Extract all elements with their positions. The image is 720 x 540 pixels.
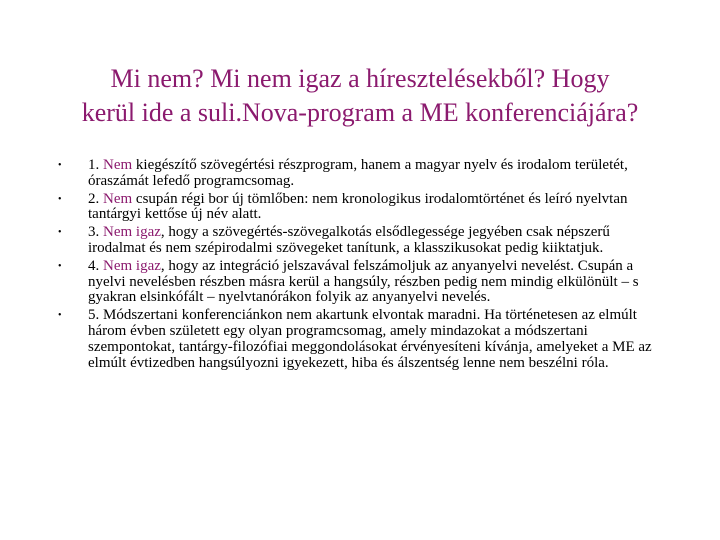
list-item bbox=[58, 259, 656, 306]
bullet-highlight: Nem bbox=[103, 157, 133, 173]
bullet-icon: • bbox=[58, 310, 62, 322]
slide-title-line-2: kerül ide a suli.Nova-program a ME konferenciájára? bbox=[81, 98, 639, 127]
bullet-text: kiegészítő szövegértési részprogram, hanem a magyar nyelv és irodalom területét, óraszámát lefedő programcsomag. bbox=[88, 157, 628, 189]
bullet-text: , hogy az integráció jelszavával felszámoljuk az anyanyelvi nevelést. Csupán a nyelvi nevelésben részben másra kerül a hangsúly, részben pedig nem mindig elkülönült – s gyakran elsinkófált – nyelvtanórákon folyik az anyanyelvi nevelés. bbox=[88, 257, 639, 306]
bullet-prefix: 2. bbox=[88, 190, 103, 207]
bullet-icon: • bbox=[58, 160, 62, 171]
bullet-icon: • bbox=[58, 227, 62, 239]
slide-title-line-1: Mi nem? Mi nem igaz a híresztelésekből? Hogy bbox=[110, 64, 610, 93]
slide-title bbox=[40, 62, 680, 130]
list-item bbox=[58, 308, 656, 371]
bullet-highlight: Nem igaz bbox=[103, 224, 161, 241]
bullet-prefix: 3. bbox=[88, 224, 103, 241]
bullet-prefix: 1. bbox=[88, 157, 103, 173]
list-item bbox=[58, 192, 656, 224]
bullet-highlight: Nem bbox=[103, 190, 133, 207]
bullet-highlight: Nem igaz bbox=[103, 257, 161, 274]
bullet-list bbox=[58, 158, 656, 373]
list-item bbox=[58, 225, 656, 257]
bullet-text: csupán régi bor új tömlőben: nem kronologikus irodalomtörténet és leíró nyelvtan tantárgyi kettőse új név alatt. bbox=[88, 190, 628, 223]
list-item bbox=[58, 158, 656, 190]
bullet-icon: • bbox=[58, 193, 62, 205]
bullet-prefix: 5. Módszertani konferenciánkon nem akartunk elvontak maradni. Ha történetesen az elmúlt három évben született egy olyan programcsomag, amely mindazokat a módszertani szempontokat, tantárgy-filozófiai meggondolásokat érvényesíteni kívánja, amelyeket a ME az elmúlt évtizedben hangsúlyozni igyekezett, hiba és álszentség lenne nem beszélni róla. bbox=[88, 307, 652, 371]
bullet-text: , hogy a szövegértés-szövegalkotás elsődlegessége jegyében csak népszerű irodalmat és nem szépirodalmi szövegeket tanítunk, a klasszikusokat pedig kiiktatjuk. bbox=[88, 224, 610, 256]
bullet-icon: • bbox=[58, 260, 62, 272]
bullet-prefix: 4. bbox=[88, 257, 103, 274]
